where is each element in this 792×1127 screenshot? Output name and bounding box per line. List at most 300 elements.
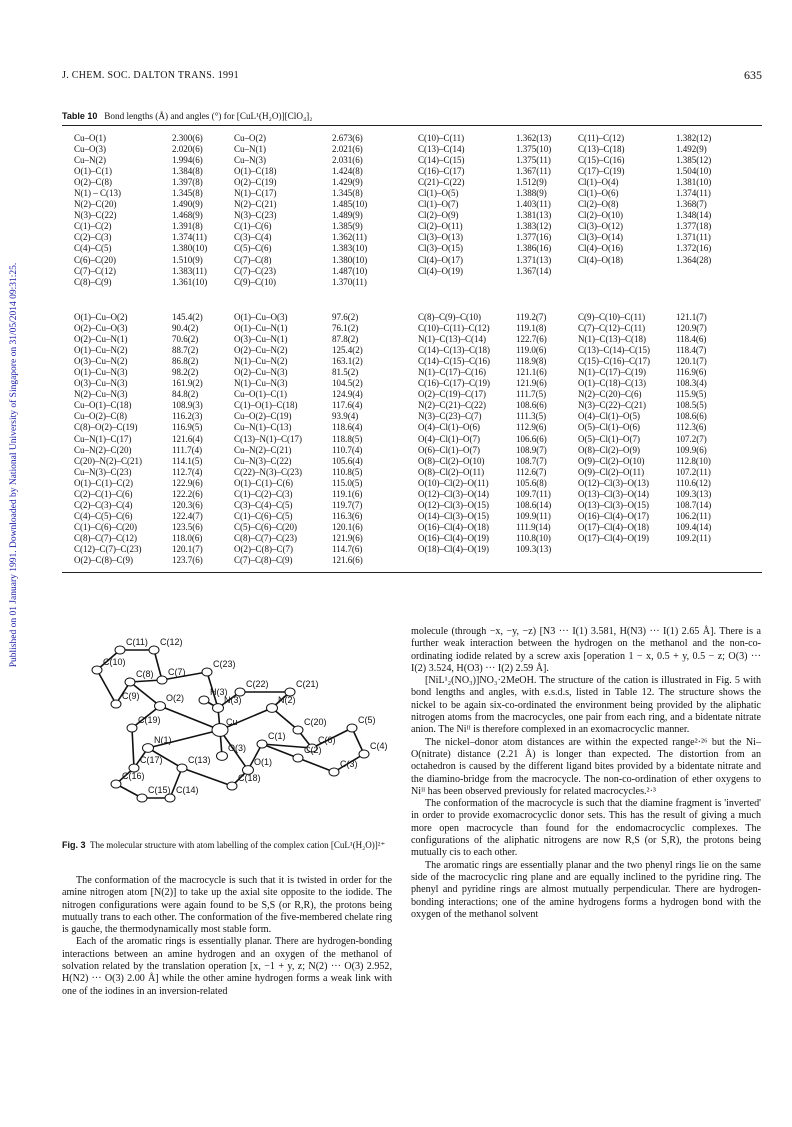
atom-ellipse: [155, 702, 166, 711]
bond-value: 109.9(11): [516, 510, 551, 521]
bond-value: 122.4(7): [172, 510, 203, 521]
bond-value: 1.384(8): [172, 166, 203, 177]
bond-value: 145.4(2): [172, 312, 203, 322]
bond-label: N(1)–C(17): [234, 188, 277, 199]
bond-value: 1.490(9): [172, 199, 203, 210]
bond-label: O(1)–C(1): [74, 166, 112, 177]
table-row: [418, 155, 716, 166]
bond-value: 110.8(5): [332, 466, 363, 477]
bond-value: 1.487(10): [332, 265, 368, 276]
bond-label: N(1)–Cu–N(3): [234, 378, 288, 389]
table-row: [74, 345, 372, 356]
bond-line: [132, 728, 134, 768]
bond-label: C(1)–C(6)–C(20): [74, 521, 137, 532]
bond-label: Cl(3)–O(14): [578, 232, 623, 243]
table-row: [74, 144, 372, 155]
paragraph: The aromatic rings are essentially planar and the two phenyl rings lie on the same side of the macrocyclic ring plane and are equally inclined to the pyridine ring. The phenyl and pyridine rings are almost mutually perpendicular. There are hydrogen-bonding interactions; one of the amine hydrogens forms a hydrogen bond with the oxygen of the methanol solvent: [411, 859, 761, 920]
bond-value: 1.485(10): [332, 199, 368, 210]
paragraph: Each of the aromatic rings is essentially planar. There are hydrogen-bonding interactions between an amine hydrogen and an oxygen of the methanol of solvation related by the translation operation [x, −1 + y, z; N(2) ··· O(3) 2.952, H(N2) ··· O(3) 2.00 Å] while the other amine hydrogen forms a weak link with one of the iodines in an inversion-related: [62, 936, 392, 997]
bond-value: 118.8(5): [332, 433, 363, 444]
bond-value: 107.2(7): [676, 433, 707, 444]
table-row: [418, 323, 716, 334]
bond-value: 1.510(9): [172, 254, 203, 265]
watermark-text: Published on 01 January 1991. Downloaded by National University of Singapore on 31/05/2014 09:31:25.: [9, 262, 19, 668]
table-row: [418, 356, 716, 367]
bond-label: Cl(2)–O(11): [418, 221, 463, 232]
bond-label: C(1)–C(2): [74, 221, 112, 232]
bond-value: 105.6(8): [516, 477, 547, 488]
table-row: [74, 489, 372, 500]
figure-label: Fig. 3: [62, 840, 86, 850]
table-row: [74, 378, 372, 389]
bond-value: 109.7(11): [516, 488, 551, 499]
bond-value: 121.6(6): [332, 555, 363, 566]
bond-value: 122.7(6): [516, 334, 547, 345]
bond-value: 1.375(11): [516, 155, 551, 166]
bond-value: [676, 544, 716, 555]
table-row: [418, 478, 716, 489]
bond-label: O(13)–Cl(3)–O(14): [578, 488, 649, 499]
bond-label: Cu–O(1)–C(1): [234, 389, 287, 400]
bond-value: 1.383(12): [516, 221, 552, 232]
bond-label: O(1)–Cu–O(2): [74, 312, 128, 322]
bond-value: 1.361(10): [172, 276, 208, 287]
bond-label: O(3)–Cu–N(1): [234, 334, 288, 345]
bond-value: 1.380(10): [172, 243, 208, 254]
bond-label: Cu–N(3)–C(22): [234, 455, 292, 466]
atom-label: O(3): [228, 743, 246, 753]
bond-value: 1.492(9): [676, 144, 707, 155]
bond-label: C(10)–C(11): [418, 133, 465, 143]
paragraph: The nickel–donor atom distances are within the expected range²·²⁶ but the Ni–O(nitrate) distance (2.21 Å) is longer than expected. The distortion from an octahedron is caused by the different ligand bites provided by a bidentate nitrate and the diamino-bridge from the macrocycle. The non-co-ordination of ether oxygens to Niᴵᴵ has been observed previously for related macrocycles.²·³: [411, 736, 761, 797]
table-row: [418, 500, 716, 511]
table-top-rule: [62, 125, 762, 126]
bond-value: 124.9(4): [332, 389, 363, 400]
bond-value: 81.5(2): [332, 367, 359, 378]
table-row: [418, 221, 716, 232]
bond-value: 112.7(4): [172, 466, 203, 477]
atom-label: C(17): [140, 755, 163, 765]
bond-label: C(11)–C(12): [578, 133, 625, 143]
table-row: [74, 411, 372, 422]
table-row: [418, 456, 716, 467]
table-caption-text: Bond lengths (Å) and angles (°) for [CuL¹(H₂O)][ClO₄]₂: [104, 111, 313, 121]
bond-value: 121.6(4): [172, 433, 203, 444]
bond-value: 97.6(2): [332, 312, 359, 322]
bond-label: Cu–O(2): [234, 133, 266, 143]
bond-label: O(1)–C(18): [234, 166, 277, 177]
atom-label: C(8): [136, 669, 154, 679]
bond-value: 86.8(2): [172, 356, 199, 367]
bond-label: O(4)–Cl(1)–O(6): [418, 422, 480, 433]
bond-value: 120.1(6): [332, 521, 363, 532]
bond-value: 1.382(12): [676, 133, 712, 143]
bond-value: 115.0(5): [332, 477, 363, 488]
bond-value: 1.374(11): [172, 232, 207, 243]
bond-label: O(8)–Cl(2)–O(11): [418, 466, 485, 477]
table-row: [418, 489, 716, 500]
table-row: [418, 533, 716, 544]
atom-ellipse: [267, 704, 278, 713]
table-row: [418, 511, 716, 522]
bond-label: C(4)–C(5): [74, 243, 112, 254]
table-row: [418, 255, 716, 266]
bond-label: O(16)–Cl(4)–O(18): [418, 521, 489, 532]
bond-label: C(1)–C(2)–C(3): [234, 488, 293, 499]
bond-label: O(4)–Cl(1)–O(5): [578, 411, 640, 422]
table-row: [418, 544, 716, 555]
bond-value: 119.1(8): [516, 323, 547, 334]
paragraph: [NiL¹₂(NO₃)]NO₃·2MeOH. The structure of the cation is illustrated in Fig. 5 with bond lengths and angles, with e.s.d.s, listed in Table 12. The structure shows the nickel to be again six-co-ordinated the environment being provided by the aliphatic nitrogen atoms from the macrocycles, one pair from each ring, and a bidentate nitrate anion. The Niᴵᴵ is therefore complexed in an exomacrocyclic manner.: [411, 675, 761, 736]
bond-label: Cu–O(1): [74, 133, 106, 143]
bond-label: C(13)–N(1)–C(17): [234, 433, 302, 444]
bond-value: 1.345(8): [332, 188, 363, 199]
bond-value: 111.3(5): [516, 411, 547, 422]
table-row: [418, 445, 716, 456]
atom-label: C(4): [370, 741, 388, 751]
bond-label: Cl(4)–O(16): [578, 243, 623, 254]
table-row: [418, 232, 716, 243]
bond-label: C(9)–C(10)–C(11): [578, 312, 646, 322]
bond-label: Cl(1)–O(7): [418, 199, 459, 210]
bond-label: C(10)–C(11)–C(12): [418, 323, 490, 334]
bond-value: 108.6(6): [676, 411, 707, 422]
table-row: [74, 434, 372, 445]
bond-lengths-right: [418, 133, 716, 277]
bond-value: 1.362(11): [332, 232, 367, 243]
atom-label: C(16): [122, 771, 145, 781]
table-row: [418, 243, 716, 254]
bond-label: C(3)–C(4)–C(5): [234, 499, 293, 510]
atom-label: C(13): [188, 755, 211, 765]
bond-label: C(2)–C(3): [74, 232, 112, 243]
atom-label: O(1): [254, 757, 272, 767]
bond-value: 1.348(14): [676, 210, 712, 221]
bond-value: 119.0(6): [516, 345, 547, 356]
bond-value: 121.1(6): [516, 367, 547, 378]
bond-label: C(15)–C(16): [578, 155, 625, 166]
bond-label: O(4)–Cl(1)–O(7): [418, 433, 480, 444]
table-row: [74, 312, 372, 323]
bond-value: 107.2(11): [676, 466, 711, 477]
bond-label: N(1)–Cu–N(2): [234, 356, 288, 367]
bond-value: 1.367(11): [516, 166, 551, 177]
bond-value: 116.3(6): [332, 510, 363, 521]
bond-value: 116.9(5): [172, 422, 203, 433]
bond-label: Cu–O(2)–C(8): [74, 411, 127, 422]
bond-value: 1.345(8): [172, 188, 203, 199]
atom-label: C(5): [358, 715, 376, 725]
bond-value: 1.403(11): [516, 199, 551, 210]
bond-label: C(16)–C(17): [418, 166, 465, 177]
bond-value: 109.3(13): [516, 543, 552, 554]
bond-value: 119.2(7): [516, 312, 547, 322]
bond-value: 108.7(14): [676, 499, 712, 510]
bond-value: 110.7(4): [332, 444, 363, 455]
bond-line: [154, 650, 162, 680]
table-row: [74, 221, 372, 232]
bond-label: Cl(1)–O(5): [418, 188, 459, 199]
bond-line: [97, 670, 116, 704]
table-row: [418, 389, 716, 400]
table-row: [418, 422, 716, 433]
bond-label: O(1)–Cu–O(3): [234, 312, 288, 322]
bond-value: 114.1(5): [172, 455, 203, 466]
table-row: [74, 511, 372, 522]
bond-value: 117.6(4): [332, 400, 363, 411]
bond-value: 106.6(6): [516, 433, 547, 444]
bond-line: [298, 758, 334, 772]
table-row: [74, 400, 372, 411]
atom-label: O(2): [166, 693, 184, 703]
bond-label: Cl(3)–O(15): [418, 243, 463, 254]
bond-label: N(2)–C(21): [234, 199, 277, 210]
table-row: [418, 199, 716, 210]
bond-value: 1.385(9): [332, 221, 363, 232]
bond-label: N(3)–C(22)–C(21): [578, 400, 646, 411]
bond-label: C(9)–C(10): [234, 276, 276, 287]
bond-label: Cl(2)–O(8): [578, 199, 619, 210]
bond-value: 1.391(8): [172, 221, 203, 232]
bond-label: N(3)–C(23): [234, 210, 277, 221]
bond-label: C(7)–C(23): [234, 265, 276, 276]
bond-label: O(12)–Cl(3)–O(13): [578, 477, 649, 488]
bond-label: O(10)–Cl(2)–O(11): [418, 477, 489, 488]
atom-ellipse: [202, 668, 212, 676]
bond-value: 2.020(6): [172, 144, 203, 155]
bond-label: O(12)–Cl(3)–O(14): [418, 488, 489, 499]
bond-label: N(2)–C(20)–C(6): [578, 389, 642, 400]
atom-ellipse: [199, 696, 209, 704]
bond-label: C(16)–C(17)–C(19): [418, 378, 490, 389]
atom-label: C(6): [318, 735, 336, 745]
bond-label: Cu–O(2)–C(19): [234, 411, 292, 422]
bond-value: 1.375(10): [516, 144, 552, 155]
bond-label: Cl(4)–O(19): [418, 265, 463, 276]
bond-value: 2.021(6): [332, 144, 363, 155]
page-number: 635: [744, 68, 762, 82]
bond-label: O(2)–Cu–N(3): [234, 367, 288, 378]
atom-label: C(7): [168, 667, 186, 677]
atom-label: C(14): [176, 785, 199, 795]
bond-value: 2.300(6): [172, 133, 203, 143]
bond-value: 125.4(2): [332, 345, 363, 356]
bond-value: 1.429(9): [332, 177, 363, 188]
bond-value: 109.9(6): [676, 444, 707, 455]
paragraph: The conformation of the macrocycle is such that it is twisted in order for the amine nitrogen atom [N(2)] to take up the axial site opposite to the iodide. The nitrogen configurations were again found to be S,S (or R,R), the protons being mutually trans to each other. The conformation of the five-membered chelate ring is gauche, the thermodynamically most stable form.: [62, 875, 392, 936]
bond-label: Cl(2)–O(9): [418, 210, 459, 221]
bond-value: 119.1(6): [332, 488, 363, 499]
table-row: [418, 522, 716, 533]
figure-caption-text: The molecular structure with atom labelling of the complex cation [CuL¹(H₂O)]²⁺: [90, 840, 386, 850]
bond-label: C(8)–C(7)–C(12): [74, 532, 137, 543]
bond-label: O(18)–Cl(4)–O(19): [418, 543, 489, 554]
bond-label: Cu–N(2)–C(20): [74, 444, 132, 455]
atom-label: C(20): [304, 717, 327, 727]
bond-value: 108.6(6): [516, 400, 547, 411]
table-row: [418, 378, 716, 389]
bond-label: Cu–N(3)–C(23): [74, 466, 132, 477]
bond-label: [578, 544, 676, 555]
bond-value: 1.383(11): [172, 265, 207, 276]
bond-value: 120.1(7): [676, 356, 707, 367]
paragraph: The conformation of the macrocycle is such that the diamine fragment is 'inverted' in order to provide exomacrocyclic donor sets. This has the result of giving a much more open macrocycle than found for the endomacrocyclic complexes. The configurations of the aliphatic nitrogens are now R,S (or S,R), the protons being mutually cis to each other.: [411, 798, 761, 859]
table-row: [74, 389, 372, 400]
bond-value: 1.362(13): [516, 133, 552, 143]
bond-value: 2.031(6): [332, 155, 363, 166]
bond-value: 111.9(14): [516, 521, 551, 532]
bond-value: 1.381(10): [676, 177, 712, 188]
bond-value: 1.372(16): [676, 243, 712, 254]
bond-label: C(17)–C(19): [578, 166, 625, 177]
bond-label: C(8)–O(2)–C(19): [74, 422, 138, 433]
atom-ellipse: [347, 724, 357, 732]
bond-value: 109.3(13): [676, 488, 712, 499]
atom-ellipse: [227, 782, 237, 790]
bond-value: 116.2(3): [172, 411, 203, 422]
bond-label: C(3)–C(4): [234, 232, 272, 243]
bond-label: C(7)–C(12): [74, 265, 116, 276]
table-row: [74, 367, 372, 378]
bond-value: 108.9(3): [172, 400, 203, 411]
bond-label: O(17)–Cl(4)–O(18): [578, 521, 649, 532]
bond-label: N(2)–Cu–N(3): [74, 389, 128, 400]
bond-value: 112.6(7): [516, 466, 547, 477]
atom-ellipse: [217, 752, 228, 761]
bond-label: N(1) – C(13): [74, 188, 121, 199]
bond-value: 118.6(4): [332, 422, 363, 433]
table-row: [74, 266, 372, 277]
table-row: [74, 199, 372, 210]
bond-label: C(13)–C(18): [578, 144, 625, 155]
table-row: [418, 133, 716, 144]
atom-ellipse: [137, 794, 147, 802]
bond-value: 115.9(5): [676, 389, 707, 400]
table-row: [74, 533, 372, 544]
bond-value: 70.6(2): [172, 334, 199, 345]
bond-label: C(14)–C(13)–C(18): [418, 345, 490, 356]
atom-ellipse: [127, 724, 137, 732]
bond-label: O(2)–Cu–O(3): [74, 323, 128, 334]
bond-value: 119.7(7): [332, 499, 363, 510]
bond-value: 118.9(8): [516, 356, 547, 367]
bond-value: 123.7(6): [172, 555, 203, 566]
bond-value: 118.4(6): [676, 334, 707, 345]
bond-label: O(5)–Cl(1)–O(6): [578, 422, 640, 433]
bond-value: 1.377(18): [676, 221, 712, 232]
bond-label: O(14)–Cl(3)–O(15): [418, 510, 489, 521]
bond-value: 161.9(2): [172, 378, 203, 389]
bond-label: C(4)–C(5)–C(6): [74, 510, 133, 521]
bond-label: N(1)–C(17)–C(16): [418, 367, 486, 378]
table-row: [418, 434, 716, 445]
bond-lengths-left: [74, 133, 372, 288]
bond-label: Cl(2)–O(10): [578, 210, 623, 221]
bond-value: 1.383(10): [332, 243, 368, 254]
bond-value: 112.3(6): [676, 422, 707, 433]
table-row: [74, 500, 372, 511]
bond-label: Cu–N(1): [234, 144, 266, 155]
table-row: [74, 555, 372, 566]
atom-ellipse: [293, 754, 303, 762]
table-row: [74, 210, 372, 221]
bond-value: 1.424(8): [332, 166, 363, 177]
atom-label: C(3): [340, 759, 358, 769]
bond-label: O(2)–Cu–N(1): [74, 334, 128, 345]
table-row: [74, 255, 372, 266]
bond-label: Cu–O(1)–C(18): [74, 400, 132, 411]
bond-value: [676, 266, 716, 277]
table-bottom-rule: [62, 572, 762, 573]
bond-label: Cu–O(3): [74, 144, 106, 155]
bond-label: O(16)–Cl(4)–O(17): [578, 510, 649, 521]
atom-label: C(10): [103, 657, 126, 667]
bond-value: 2.673(6): [332, 133, 363, 143]
table-row: [74, 478, 372, 489]
bond-label: Cl(3)–O(12): [578, 221, 623, 232]
table-row: [74, 166, 372, 177]
bond-label: C(1)–C(6): [234, 221, 272, 232]
bond-label: O(2)–C(19)–C(17): [418, 389, 486, 400]
bond-label: O(3)–Cu–N(2): [74, 356, 128, 367]
bond-label: C(7)–C(12)–C(11): [578, 323, 646, 334]
table-row: [418, 411, 716, 422]
bond-label: O(16)–Cl(4)–O(19): [418, 532, 489, 543]
bond-value: 1.386(16): [516, 243, 552, 254]
atom-label: C(12): [160, 637, 183, 647]
bond-label: C(22)–N(3)–C(23): [234, 466, 302, 477]
bond-value: 87.8(2): [332, 334, 359, 345]
atom-ellipse: [115, 646, 125, 654]
bond-label: O(17)–Cl(4)–O(19): [578, 532, 649, 543]
bond-label: O(9)–Cl(2)–O(11): [578, 466, 645, 477]
bond-value: 1.385(12): [676, 155, 712, 166]
bond-label: O(1)–C(18)–C(13): [578, 378, 646, 389]
bond-label: C(1)–O(1)–C(18): [234, 400, 298, 411]
bond-label: O(6)–Cl(1)–O(7): [418, 444, 480, 455]
bond-value: 1.994(6): [172, 155, 203, 166]
atom-ellipse: [257, 740, 267, 748]
table-row: [74, 277, 372, 288]
bond-label: C(8)–C(7)–C(23): [234, 532, 297, 543]
bond-label: Cu–N(3): [234, 155, 266, 166]
bond-label: C(6)–C(20): [74, 254, 116, 265]
bond-label: O(2)–C(8)–C(9): [74, 555, 133, 566]
atom-ellipse: [125, 678, 135, 686]
bond-value: 1.370(11): [332, 276, 367, 287]
table-caption: [62, 111, 312, 121]
bond-angles-left: [74, 312, 372, 566]
bond-label: Cl(4)–O(18): [578, 254, 623, 265]
bond-label: O(2)–C(19): [234, 177, 277, 188]
bond-value: 1.380(10): [332, 254, 368, 265]
bond-value: 108.7(7): [516, 455, 547, 466]
bond-label: Cl(3)–O(13): [418, 232, 463, 243]
table-row: [74, 232, 372, 243]
table-row: [418, 144, 716, 155]
bond-label: C(21)–C(22): [418, 177, 465, 188]
bond-label: O(1)–C(1)–C(6): [234, 477, 293, 488]
bond-label: O(9)–Cl(2)–O(10): [578, 455, 645, 466]
bond-value: 122.2(6): [172, 488, 203, 499]
bond-value: 1.468(9): [172, 210, 203, 221]
bond-label: O(1)–Cu–N(1): [234, 323, 288, 334]
bond-value: 108.5(5): [676, 400, 707, 411]
table-row: [74, 177, 372, 188]
atom-label: C(19): [138, 715, 161, 725]
atom-label: C(1): [268, 731, 286, 741]
bond-label: O(2)–C(8)–C(7): [234, 543, 293, 554]
